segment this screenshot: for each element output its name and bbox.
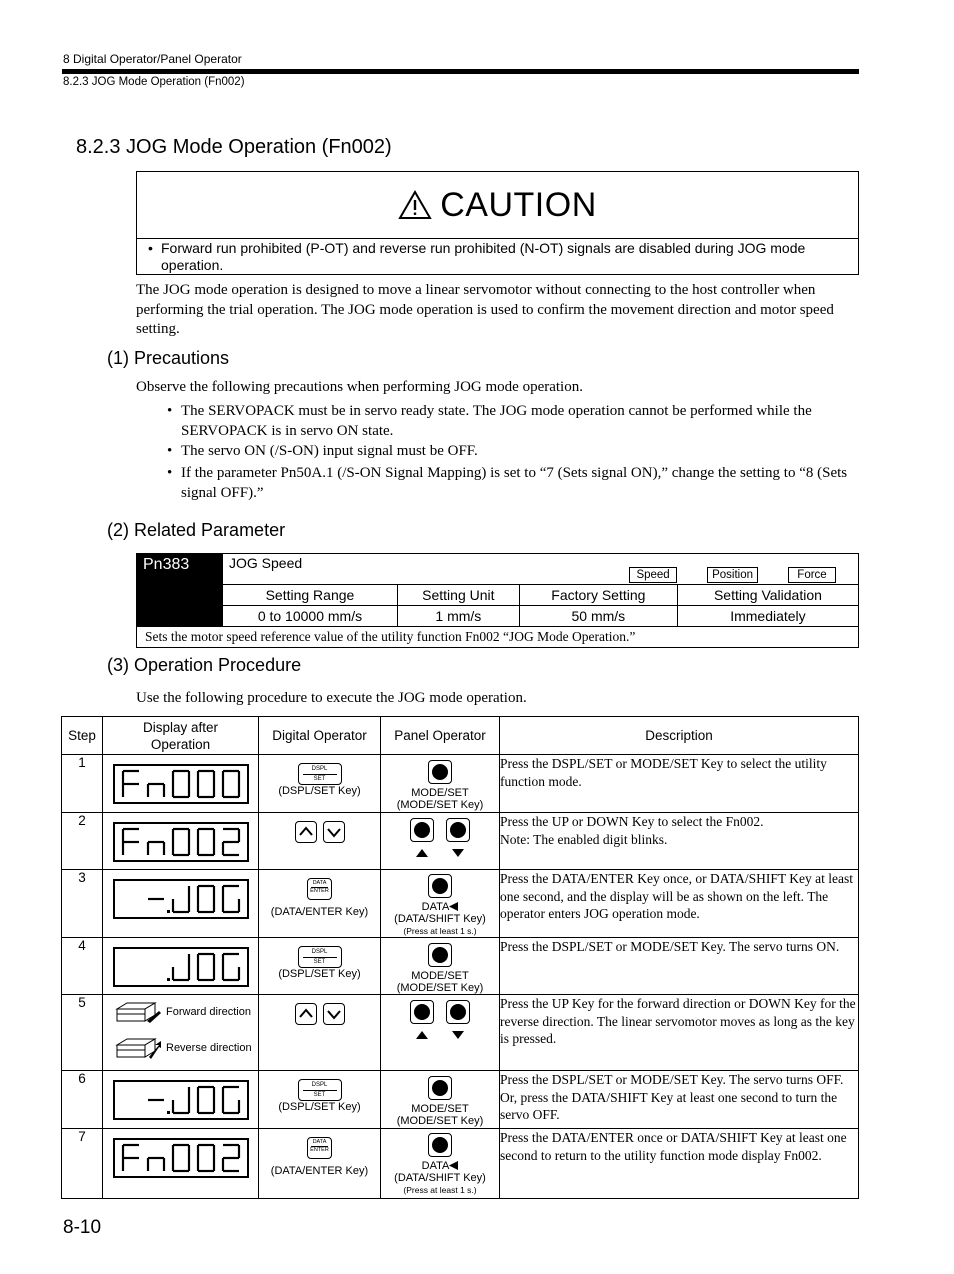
step-description: Press the UP Key for the forward direction or DOWN Key for the reverse direction. The linear servomotor moves as long as the key is pressed. xyxy=(500,995,859,1071)
col-panel-operator: Panel Operator xyxy=(381,717,500,755)
related-parameter-heading: (2) Related Parameter xyxy=(107,520,286,540)
col-setting-validation: Setting Validation xyxy=(677,585,858,606)
parameter-number: Pn383 xyxy=(137,554,223,627)
tag-force: Force xyxy=(788,567,836,583)
step-description: Press the DSPL/SET or MODE/SET Key to select the utility function mode. xyxy=(500,755,859,813)
dspl-set-key-icon: DSPL SET xyxy=(298,763,342,785)
bullet-icon: • xyxy=(148,240,153,256)
left-arrow-icon xyxy=(449,902,458,911)
procedure-table xyxy=(61,716,859,1199)
down-arrow-icon xyxy=(452,1031,464,1039)
parameter-note: Sets the motor speed reference value of the utility function Fn002 “JOG Mode Operation.” xyxy=(137,627,859,648)
table-row: 3 DATA ENTER (DATA/ENTER Key) DATA (DATA/SHIFT Key) (Press at least 1 s.) Press the DATA/ENTER Key once, or DATA/SHIFT Key at least one second, and the display will be as shown on the left. The operator enters JOG operation mode. xyxy=(62,870,859,938)
decimal-point xyxy=(167,910,170,913)
mode-set-key-icon xyxy=(428,760,452,784)
col-factory-setting: Factory Setting xyxy=(519,585,677,606)
display-fn002 xyxy=(103,813,259,870)
precaution-item: • If the parameter Pn50A.1 (/S-ON Signal Mapping) is set to “7 (Sets signal ON),” change the setting to “8 (Sets signal OFF).” xyxy=(167,464,859,503)
data-enter-key-icon: DATA ENTER xyxy=(307,878,332,900)
bullet-icon: • xyxy=(167,403,173,419)
table-row: 4 DSPL SET (DSPL/SET Key) MODE/SET (MODE/SET Key) Press the DSPL/SET or MODE/SET Key. The servo turns ON. xyxy=(62,938,859,995)
caution-title: CAUTION xyxy=(440,185,597,224)
reverse-direction-label: Reverse direction xyxy=(166,1042,252,1054)
down-key-icon xyxy=(323,1003,345,1025)
display-jog-minus xyxy=(103,870,259,938)
up-key-icon xyxy=(295,821,317,843)
col-setting-range: Setting Range xyxy=(223,585,398,606)
data-shift-key-icon xyxy=(428,874,452,898)
up-arrow-icon xyxy=(416,1031,428,1039)
value-factory-setting: 50 mm/s xyxy=(519,606,677,627)
precaution-item: • The SERVOPACK must be in servo ready state. The JOG mode operation cannot be performed while the SERVOPACK is in servo ON state. xyxy=(167,402,859,441)
table-row: 6 DSPL SET (DSPL/SET Key) MODE/SET (MODE/SET Key) Press the DSPL/SET or MODE/SET Key. The servo turns OFF. Or, press the DATA/SHIFT Key at least one second to turn the servo OFF. xyxy=(62,1071,859,1129)
left-arrow-icon xyxy=(449,1161,458,1170)
up-panel-key-icon xyxy=(410,818,434,842)
parameter-table xyxy=(136,553,859,648)
bullet-icon: • xyxy=(167,465,173,481)
step-description: Press the DSPL/SET or MODE/SET Key. The servo turns OFF. Or, press the DATA/SHIFT Key at least one second to turn the servo OFF. xyxy=(500,1071,859,1129)
mode-set-key-icon xyxy=(428,943,452,967)
value-setting-validation: Immediately xyxy=(677,606,858,627)
bullet-icon: • xyxy=(167,443,173,459)
table-row: 1 DSPL SET (DSPL/SET Key) MODE/SET (MODE/SET Key) Press the DSPL/SET or MODE/SET Key to select the utility function mode. xyxy=(62,755,859,813)
precautions-lead: Observe the following precautions when performing JOG mode operation. xyxy=(136,379,583,395)
value-setting-range: 0 to 10000 mm/s xyxy=(223,606,398,627)
dspl-set-key-icon: DSPL SET xyxy=(298,946,342,968)
down-arrow-icon xyxy=(452,849,464,857)
tag-position: Position xyxy=(707,567,758,583)
col-step: Step xyxy=(62,717,103,755)
up-key-icon xyxy=(295,1003,317,1025)
down-key-icon xyxy=(323,821,345,843)
step-description: Press the DATA/ENTER Key once, or DATA/SHIFT Key at least one second, and the display will be as shown on the left. The operator enters JOG operation mode. xyxy=(500,870,859,938)
section-title: 8.2.3 JOG Mode Operation (Fn002) xyxy=(76,136,392,158)
parameter-name: JOG Speed xyxy=(229,555,303,571)
up-panel-key-icon xyxy=(410,1000,434,1024)
table-row: 5 Forward direction Reverse direction Press the UP Key for the forward direction or DOWN Key for the reverse direction. The linear servomotor moves as long as the key is pressed. xyxy=(62,995,859,1071)
data-enter-key-icon: DATA ENTER xyxy=(307,1137,332,1159)
procedure-heading: (3) Operation Procedure xyxy=(107,655,302,675)
down-panel-key-icon xyxy=(446,818,470,842)
display-jog-minus xyxy=(103,1071,259,1129)
col-digital-operator: Digital Operator xyxy=(259,717,381,755)
running-header-chapter: 8 Digital Operator/Panel Operator xyxy=(63,52,242,66)
display-jog xyxy=(103,938,259,995)
motor-reverse-icon xyxy=(115,1037,163,1059)
forward-direction-label: Forward direction xyxy=(166,1006,251,1018)
intro-paragraph: The JOG mode operation is designed to move a linear servomotor without connecting to the host controller when performing the trial operation. The JOG mode operation is used to confirm the movement direction and motor speed setting. xyxy=(136,282,834,337)
precaution-item: • The servo ON (/S-ON) input signal must be OFF. xyxy=(167,442,859,462)
caution-text: Forward run prohibited (P-OT) and reverse run prohibited (N-OT) signals are disabled during JOG mode operation. xyxy=(161,240,806,273)
down-panel-key-icon xyxy=(446,1000,470,1024)
motor-forward-icon xyxy=(115,1001,163,1023)
mode-set-key-icon xyxy=(428,1076,452,1100)
warning-triangle-icon xyxy=(398,190,432,220)
running-header-section: 8.2.3 JOG Mode Operation (Fn002) xyxy=(63,76,245,88)
col-display: Display after Operation xyxy=(103,717,259,755)
step-description: Press the DSPL/SET or MODE/SET Key. The servo turns ON. xyxy=(500,938,859,995)
caution-box xyxy=(136,171,859,275)
page-number: 8-10 xyxy=(63,1217,102,1238)
procedure-lead: Use the following procedure to execute the JOG mode operation. xyxy=(136,690,527,706)
display-fn002 xyxy=(103,1129,259,1199)
tag-speed: Speed xyxy=(629,567,677,583)
up-arrow-icon xyxy=(416,849,428,857)
step-description: Press the DATA/ENTER once or DATA/SHIFT Key at least one second to return to the utility function mode display Fn002. xyxy=(500,1129,859,1199)
value-setting-unit: 1 mm/s xyxy=(397,606,519,627)
col-description: Description xyxy=(500,717,859,755)
header-rule xyxy=(62,69,859,74)
step-description: Press the UP or DOWN Key to select the Fn002. Note: The enabled digit blinks. xyxy=(500,813,859,870)
precautions-heading: (1) Precautions xyxy=(107,348,230,368)
table-row: 2 Press the UP or DOWN Key to select the Fn002. Note: The enabled digit blinks. xyxy=(62,813,859,870)
table-row: 7 DATA ENTER (DATA/ENTER Key) DATA (DATA/SHIFT Key) (Press at least 1 s.) Press the DATA/ENTER once or DATA/SHIFT Key at least one second to return to the utility function mode display Fn002. xyxy=(62,1129,859,1199)
decimal-point xyxy=(167,1111,170,1114)
display-fn000 xyxy=(103,755,259,813)
decimal-point xyxy=(167,978,170,981)
data-shift-key-icon xyxy=(428,1133,452,1157)
col-setting-unit: Setting Unit xyxy=(397,585,519,606)
dspl-set-key-icon: DSPL SET xyxy=(298,1079,342,1101)
